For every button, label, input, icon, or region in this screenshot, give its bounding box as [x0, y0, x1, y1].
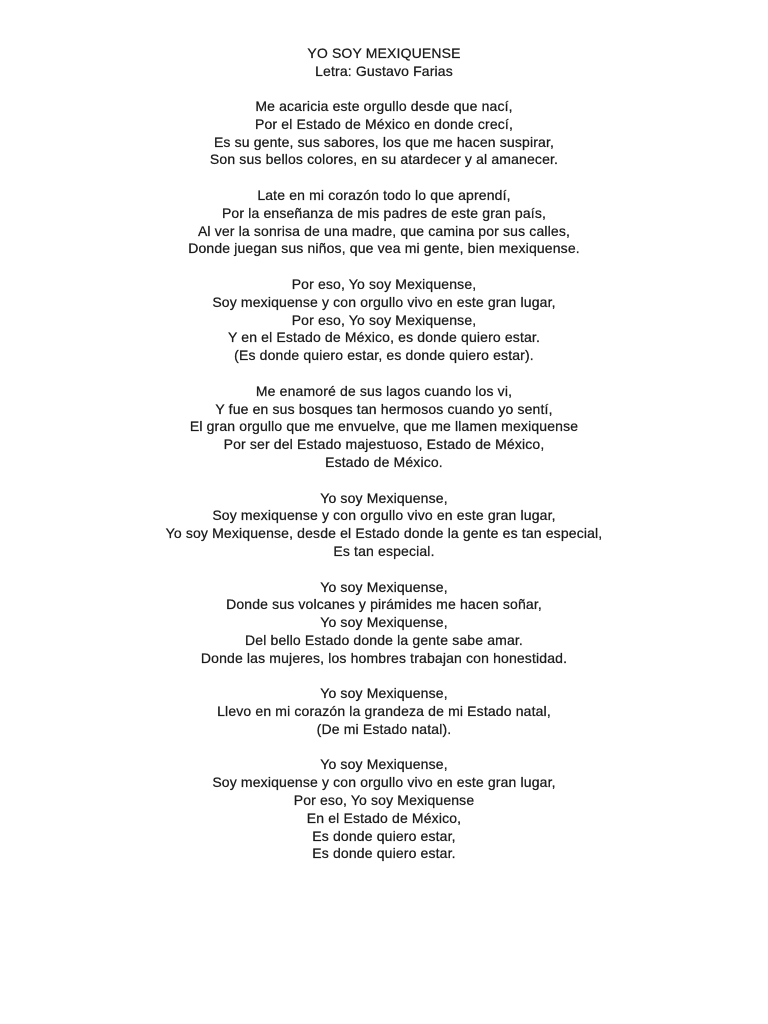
lyric-line: Soy mexiquense y con orgullo vivo en este gran lugar, [212, 293, 556, 310]
stanza [0, 98, 768, 169]
lyric-line: Donde sus volcanes y pirámides me hacen soñar, [226, 596, 542, 613]
lyric-line: En el Estado de México, [306, 809, 462, 826]
lyric-line: Yo soy Mexiquense, [320, 578, 448, 595]
lyric-line: Por eso, Yo soy Mexiquense, [291, 275, 477, 292]
lyric-line: Es donde quiero estar, [312, 827, 456, 844]
lyrics-body [0, 98, 768, 863]
lyric-line: Es tan especial. [333, 542, 435, 559]
lyric-line: Me acaricia este orgullo desde que nací, [255, 98, 513, 114]
lyric-line: Yo soy Mexiquense, [320, 685, 448, 702]
lyric-line: Donde las mujeres, los hombres trabajan con honestidad. [200, 649, 568, 666]
lyric-line: Por eso, Yo soy Mexiquense [293, 792, 475, 809]
lyric-line: Yo soy Mexiquense, [320, 614, 448, 631]
lyric-line: Del bello Estado donde la gente sabe amar. [245, 631, 523, 648]
stanza [0, 383, 768, 472]
stanza [0, 756, 768, 863]
lyric-line: Por ser del Estado majestuoso, Estado de México, [223, 436, 545, 453]
stanza [0, 187, 768, 258]
lyric-line: El gran orgullo que me envuelve, que me llamen mexiquense [189, 418, 579, 435]
lyric-line: Soy mexiquense y con orgullo vivo en este gran lugar, [212, 774, 556, 791]
lyric-line: Son sus bellos colores, en su atardecer y al amanecer. [209, 151, 559, 168]
lyric-line: Soy mexiquense y con orgullo vivo en este gran lugar, [212, 507, 556, 524]
lyric-line: Donde juegan sus niños, que vea mi gente, bien mexiquense. [188, 240, 580, 257]
lyric-line: Me enamoré de sus lagos cuando los vi, [255, 382, 513, 399]
lyric-line: (De mi Estado natal). [316, 720, 452, 737]
lyric-line: (Es donde quiero estar, es donde quiero estar). [234, 347, 534, 364]
lyric-line: Por eso, Yo soy Mexiquense, [291, 311, 477, 328]
lyric-line: Y fue en sus bosques tan hermosos cuando yo sentí, [215, 400, 553, 417]
lyric-line: Yo soy Mexiquense, [320, 756, 448, 773]
lyric-line: Es donde quiero estar. [312, 845, 456, 862]
title-block [0, 44, 768, 80]
stanza [0, 276, 768, 365]
lyric-line: Y en el Estado de México, es donde quiero estar. [227, 329, 541, 346]
song-credit: Letra: Gustavo Farias [315, 63, 453, 79]
lyric-line: Late en mi corazón todo lo que aprendí, [257, 186, 511, 203]
stanza [0, 685, 768, 738]
lyric-line: Por la enseñanza de mis padres de este gran país, [221, 204, 547, 221]
lyric-line: Al ver la sonrisa de una madre, que camina por sus calles, [197, 222, 571, 239]
lyric-line: Es su gente, sus sabores, los que me hacen suspirar, [213, 133, 555, 150]
document-page [0, 44, 768, 881]
lyric-line: Estado de México. [325, 453, 443, 470]
lyric-line: Yo soy Mexiquense, desde el Estado donde la gente es tan especial, [165, 525, 603, 542]
lyric-line: Yo soy Mexiquense, [320, 489, 448, 506]
stanza [0, 579, 768, 668]
lyric-line: Por el Estado de México en donde crecí, [255, 115, 513, 132]
song-title: YO SOY MEXIQUENSE [307, 45, 461, 61]
stanza [0, 490, 768, 561]
lyric-line: Llevo en mi corazón la grandeza de mi Estado natal, [217, 703, 551, 720]
